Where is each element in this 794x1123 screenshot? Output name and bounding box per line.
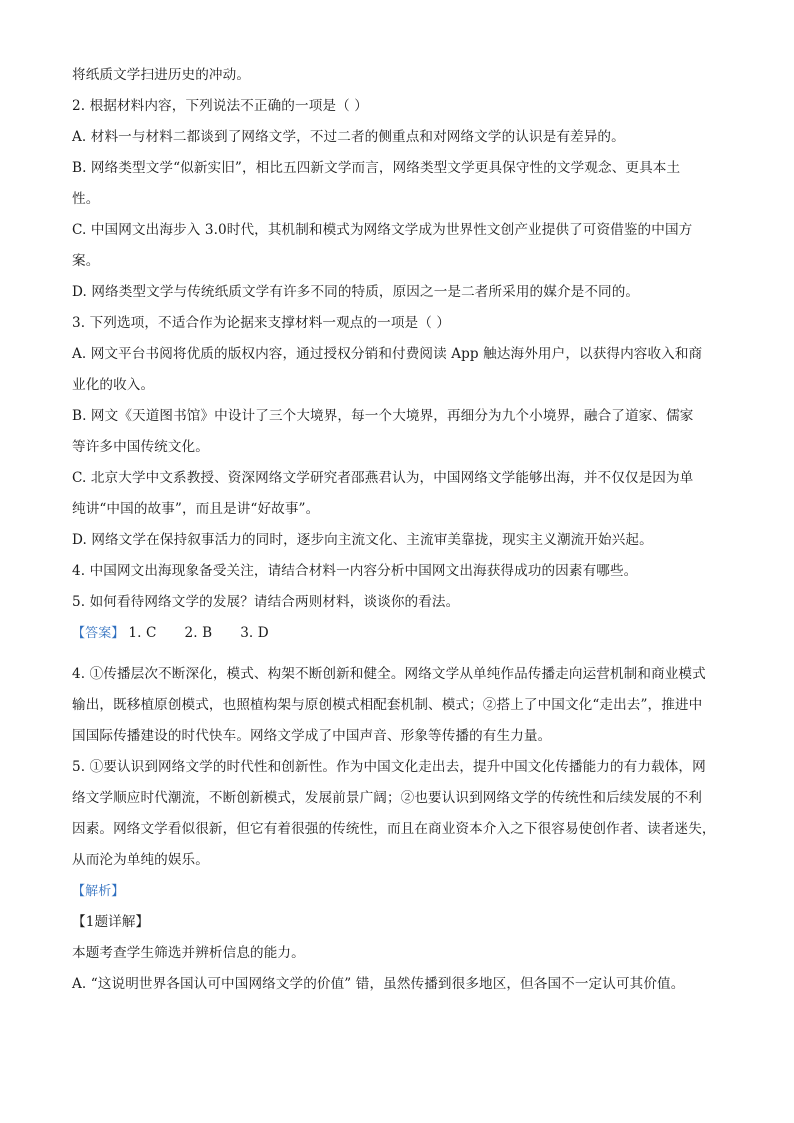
q4-stem: 4. 中国网文出海现象备受关注，请结合材料一内容分析中国网文出海获得成功的因素有哪些。 (72, 563, 638, 579)
q3-stem: 3. 下列选项，不适合作为论据来支撑材料一观点的一项是（ ） (72, 315, 451, 331)
q2-option-b-line2: 性。 (72, 191, 100, 207)
answer-line (72, 618, 728, 649)
detail-intro: 本题考查学生筛选并辨析信息的能力。 (72, 945, 305, 961)
answer5-line3: 因素。网络文学看似很新，但它有着很强的传统性，而且在商业资本介入之下很容易使创作者、读者迷失， (72, 821, 716, 837)
analysis-line (72, 876, 728, 907)
q3-option-a-line2: 业化的收入。 (72, 377, 155, 393)
answer-2: 2. B (184, 625, 213, 641)
answer4-line1: 4. ①传播层次不断深化，模式、构架不断创新和健全。网络文学从单纯作品传播走向运营机制和商业模式 (72, 666, 706, 682)
answer5-line4: 从而沦为单纯的娱乐。 (72, 852, 209, 868)
q2-option-b-line1: B. 网络类型文学“似新实旧”，相比五四新文学而言，网络类型文学更具保守性的文学观念、更具本土 (72, 160, 681, 176)
intro-tail: 将纸质文学扫进历史的冲动。 (72, 67, 251, 83)
q2-option-d: D. 网络类型文学与传统纸质文学有许多不同的特质，原因之一是二者所采用的媒介是不同的。 (72, 284, 640, 300)
answer5-line2: 络文学顺应时代潮流，不断创新模式，发展前景广阔；②也要认识到网络文学的传统性和后续发展的不利 (72, 790, 702, 806)
analysis-label: 【解析】 (72, 884, 125, 899)
answer4-line3: 国国际传播建设的时代快车。网络文学成了中国声音、形象等传播的有生力量。 (72, 728, 552, 744)
q3-option-d: D. 网络文学在保持叙事活力的同时，逐步向主流文化、主流审美靠拢，现实主义潮流开始兴起。 (72, 532, 653, 548)
document-page (72, 60, 728, 1000)
q3-option-c-line2: 纯讲“中国的故事”，而且是讲“好故事”。 (72, 501, 320, 517)
detail-label: 【1题详解】 (72, 914, 150, 930)
answer-label: 【答案】 (72, 626, 125, 641)
q3-option-b-line1: B. 网文《天道图书馆》中设计了三个大境界，每一个大境界，再细分为九个小境界，融合了道家、儒家 (72, 408, 694, 424)
q3-option-a-line1: A. 网文平台书阅将优质的版权内容，通过授权分销和付费阅读 App 触达海外用户，以获得内容收入和商 (72, 346, 703, 362)
q5-stem: 5. 如何看待网络文学的发展？请结合两则材料，谈谈你的看法。 (72, 594, 460, 610)
answer-3: 3. D (240, 625, 269, 641)
q2-stem: 2. 根据材料内容，下列说法不正确的一项是（ ） (72, 98, 368, 114)
q2-option-a: A. 材料一与材料二都谈到了网络文学，不过二者的侧重点和对网络文学的认识是有差异的。 (72, 129, 625, 145)
q2-option-c-line2: 案。 (72, 253, 100, 269)
answer5-line1: 5. ①要认识到网络文学的时代性和创新性。作为中国文化走出去，提升中国文化传播能力的有力载体，网 (72, 759, 706, 775)
q2-option-c-line1: C. 中国网文出海步入 3.0时代，其机制和模式为网络文学成为世界性文创产业提供了可资借鉴的中国方 (72, 222, 693, 238)
q3-option-b-line2: 等许多中国传统文化。 (72, 439, 209, 455)
answer-1: 1. C (128, 625, 157, 641)
detail-option-a: A. “这说明世界各国认可中国网络文学的价值” 错，虽然传播到很多地区，但各国不一定认可其价值。 (72, 976, 685, 992)
answer4-line2: 输出，既移植原创模式，也照植构架与原创模式相配套机制、模式；②搭上了中国文化“走出去”，推进中 (72, 697, 703, 713)
q3-option-c-line1: C. 北京大学中文系教授、资深网络文学研究者邵燕君认为，中国网络文学能够出海，并不仅仅是因为单 (72, 470, 694, 486)
